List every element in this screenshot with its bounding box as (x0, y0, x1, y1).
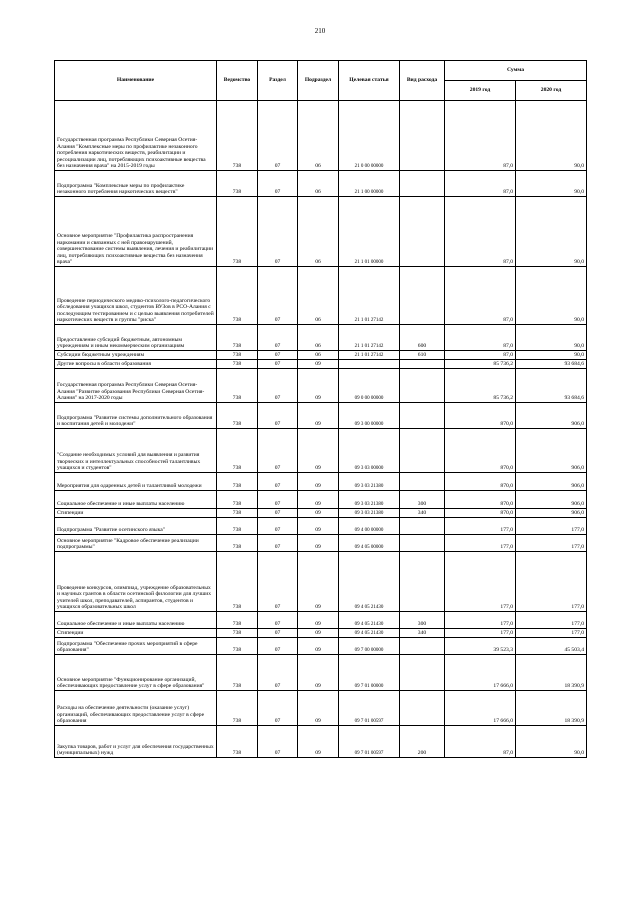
row-sum-2019: 87,0 (445, 726, 516, 758)
row-podrazdel: 09 (298, 691, 339, 726)
row-podrazdel: 09 (298, 403, 339, 429)
table-row (55, 612, 587, 629)
row-vid-raskhoda (400, 267, 445, 325)
row-celevaya-statya: 09 3 03 00000 (339, 429, 400, 473)
row-podrazdel: 06 (298, 325, 339, 351)
row-razdel: 07 (258, 325, 298, 351)
row-vid-raskhoda (400, 403, 445, 429)
row-vedomstvo: 738 (217, 691, 258, 726)
row-sum-2019: 87,0 (445, 171, 516, 197)
row-vid-raskhoda (400, 473, 445, 491)
row-celevaya-statya: 21 1 01 27142 (339, 325, 400, 351)
row-celevaya-statya: 09 7 00 00000 (339, 638, 400, 655)
table-row (55, 552, 587, 612)
row-razdel: 07 (258, 101, 298, 171)
row-podrazdel: 09 (298, 429, 339, 473)
row-sum-2019: 177,0 (445, 535, 516, 552)
row-razdel: 07 (258, 535, 298, 552)
row-sum-2020: 93 684,6 (516, 360, 587, 369)
row-celevaya-statya: 09 7 01 00000 (339, 655, 400, 691)
row-name: Субсидии бюджетным учреждениям (55, 351, 217, 360)
row-vid-raskhoda (400, 429, 445, 473)
row-vedomstvo: 738 (217, 509, 258, 518)
row-name: Государственная программа Республики Северная Осетия-Алания "Развитие образования Республики Северная Осетия-Алания" на 2017-2020 годы (55, 369, 217, 403)
row-podrazdel: 06 (298, 171, 339, 197)
row-name: Подпрограмма "Комплексные меры по профилактике незаконного потребления наркотических веществ" (55, 171, 217, 197)
row-podrazdel: 09 (298, 638, 339, 655)
row-vid-raskhoda (400, 691, 445, 726)
row-celevaya-statya: 09 4 05 00000 (339, 535, 400, 552)
row-celevaya-statya (339, 360, 400, 369)
row-vedomstvo: 738 (217, 171, 258, 197)
row-vid-raskhoda: 200 (400, 726, 445, 758)
row-podrazdel: 06 (298, 197, 339, 267)
row-sum-2020: 177,0 (516, 535, 587, 552)
row-podrazdel: 09 (298, 491, 339, 509)
table-row (55, 429, 587, 473)
row-razdel: 07 (258, 351, 298, 360)
row-razdel: 07 (258, 429, 298, 473)
row-name: Подпрограмма "Развитие осетинского языка" (55, 518, 217, 535)
row-podrazdel: 06 (298, 267, 339, 325)
row-vedomstvo: 738 (217, 351, 258, 360)
row-sum-2019: 177,0 (445, 612, 516, 629)
row-vedomstvo: 738 (217, 369, 258, 403)
row-sum-2020: 906,0 (516, 509, 587, 518)
row-vid-raskhoda: 300 (400, 491, 445, 509)
row-sum-2020: 90,0 (516, 351, 587, 360)
row-vedomstvo: 738 (217, 429, 258, 473)
table-row (55, 325, 587, 351)
row-sum-2019: 87,0 (445, 267, 516, 325)
row-celevaya-statya: 09 3 03 21380 (339, 509, 400, 518)
row-podrazdel: 06 (298, 351, 339, 360)
row-vedomstvo: 738 (217, 267, 258, 325)
row-sum-2020: 90,0 (516, 171, 587, 197)
row-razdel: 07 (258, 612, 298, 629)
row-vedomstvo: 738 (217, 403, 258, 429)
row-vedomstvo: 738 (217, 325, 258, 351)
table-row (55, 351, 587, 360)
row-vedomstvo: 738 (217, 612, 258, 629)
row-sum-2020: 90,0 (516, 197, 587, 267)
row-vid-raskhoda: 600 (400, 325, 445, 351)
page-number: 210 (314, 27, 326, 35)
row-sum-2020: 18 390,9 (516, 691, 587, 726)
row-vedomstvo: 738 (217, 473, 258, 491)
row-vedomstvo: 738 (217, 552, 258, 612)
row-sum-2019: 85 736,2 (445, 369, 516, 403)
row-vedomstvo: 738 (217, 518, 258, 535)
row-vid-raskhoda: 610 (400, 351, 445, 360)
row-podrazdel: 09 (298, 369, 339, 403)
row-podrazdel: 09 (298, 518, 339, 535)
row-sum-2020: 177,0 (516, 552, 587, 612)
row-razdel: 07 (258, 360, 298, 369)
row-podrazdel: 09 (298, 473, 339, 491)
row-razdel: 07 (258, 726, 298, 758)
row-razdel: 07 (258, 491, 298, 509)
row-celevaya-statya: 21 1 01 27142 (339, 267, 400, 325)
table-row (55, 171, 587, 197)
row-name: Проведение периодического медико-психолого-педагогического обследования учащихся школ, студентов ВУЗов в РСО-Алания с последующим тестированием и с целью выявления потребителей наркотических веществ и группы "риска" (55, 267, 217, 325)
header-2020: 2020 год (516, 81, 587, 101)
row-name: Подпрограмма "Обеспечение прочих мероприятий в сфере образования" (55, 638, 217, 655)
row-vid-raskhoda (400, 197, 445, 267)
row-podrazdel: 09 (298, 552, 339, 612)
table-body (55, 101, 587, 758)
row-razdel: 07 (258, 518, 298, 535)
row-podrazdel: 09 (298, 629, 339, 638)
row-vedomstvo: 738 (217, 638, 258, 655)
row-name: Закупка товаров, работ и услуг для обеспечения государственных (муниципальных) нужд (55, 726, 217, 758)
table-row (55, 473, 587, 491)
row-name: Социальное обеспечение и иные выплаты населению (55, 491, 217, 509)
row-name: Основное мероприятие "Кадровое обеспечение реализации подпрограммы" (55, 535, 217, 552)
row-celevaya-statya: 09 4 05 21430 (339, 629, 400, 638)
row-name: Государственная программа Республики Северная Осетия-Алания "Комплексные меры по профилактике незаконного потребления наркотических веществ, реабилитации и ресоциализации лиц, потребляющих психоактивные вещества без назначения врача" на 2015-2019 годы (55, 101, 217, 171)
row-sum-2020: 45 503,4 (516, 638, 587, 655)
row-celevaya-statya: 09 4 05 21430 (339, 552, 400, 612)
row-celevaya-statya: 09 7 01 00597 (339, 691, 400, 726)
row-razdel: 07 (258, 655, 298, 691)
header-vid-raskhoda: Вид расхода (400, 61, 445, 101)
row-celevaya-statya: 09 3 03 21380 (339, 491, 400, 509)
row-sum-2020: 90,0 (516, 101, 587, 171)
row-sum-2019: 87,0 (445, 197, 516, 267)
row-celevaya-statya: 21 1 01 00000 (339, 197, 400, 267)
budget-table (54, 60, 587, 758)
row-vid-raskhoda: 300 (400, 612, 445, 629)
header-2019: 2019 год (445, 81, 516, 101)
row-vid-raskhoda (400, 552, 445, 612)
row-razdel: 07 (258, 552, 298, 612)
row-sum-2020: 906,0 (516, 429, 587, 473)
header-razdel: Раздел (258, 61, 298, 101)
row-razdel: 07 (258, 509, 298, 518)
row-celevaya-statya: 09 7 01 00597 (339, 726, 400, 758)
row-vid-raskhoda (400, 369, 445, 403)
row-name: Социальное обеспечение и иные выплаты населению (55, 612, 217, 629)
row-celevaya-statya: 09 4 00 00000 (339, 518, 400, 535)
table-row (55, 638, 587, 655)
row-razdel: 07 (258, 638, 298, 655)
row-celevaya-statya: 21 0 00 00000 (339, 101, 400, 171)
row-sum-2020: 906,0 (516, 491, 587, 509)
table-row (55, 518, 587, 535)
row-razdel: 07 (258, 403, 298, 429)
row-vid-raskhoda: 340 (400, 509, 445, 518)
row-sum-2020: 93 684,6 (516, 369, 587, 403)
row-celevaya-statya: 21 1 00 00000 (339, 171, 400, 197)
table-row (55, 535, 587, 552)
row-sum-2019: 870,0 (445, 491, 516, 509)
row-razdel: 07 (258, 267, 298, 325)
row-sum-2020: 906,0 (516, 403, 587, 429)
row-vedomstvo: 738 (217, 360, 258, 369)
table-row (55, 403, 587, 429)
table-row (55, 491, 587, 509)
table-row (55, 360, 587, 369)
row-vid-raskhoda (400, 518, 445, 535)
row-celevaya-statya: 21 1 01 27142 (339, 351, 400, 360)
row-vid-raskhoda (400, 638, 445, 655)
row-podrazdel: 09 (298, 509, 339, 518)
row-razdel: 07 (258, 171, 298, 197)
row-razdel: 07 (258, 369, 298, 403)
row-sum-2019: 87,0 (445, 351, 516, 360)
row-sum-2019: 177,0 (445, 552, 516, 612)
table-row (55, 267, 587, 325)
row-vid-raskhoda (400, 360, 445, 369)
row-podrazdel: 09 (298, 612, 339, 629)
row-name: Основное мероприятие "Профилактика распространения наркомании и связанных с ней правонарушений, совершенствование системы выявления, лечения и реабилитации лиц, потребляющих психоактивные вещества без назначения врача" (55, 197, 217, 267)
row-sum-2019: 870,0 (445, 429, 516, 473)
row-name: Предоставление субсидий бюджетным, автономным учреждениям и иным некоммерческим организациям (55, 325, 217, 351)
row-razdel: 07 (258, 197, 298, 267)
row-name: Основное мероприятие "Функционирование организаций, обеспечивающих предоставление услуг в сфере образования" (55, 655, 217, 691)
row-podrazdel: 06 (298, 101, 339, 171)
row-vid-raskhoda (400, 655, 445, 691)
row-sum-2020: 177,0 (516, 612, 587, 629)
row-vedomstvo: 738 (217, 629, 258, 638)
row-razdel: 07 (258, 691, 298, 726)
header-vedomstvo: Ведомство (217, 61, 258, 101)
row-name: Расходы на обеспечение деятельности (оказание услуг) организаций, обеспечивающих предоставление услуг в сфере образования (55, 691, 217, 726)
row-sum-2020: 906,0 (516, 473, 587, 491)
row-sum-2020: 90,0 (516, 267, 587, 325)
row-name: Стипендии (55, 629, 217, 638)
row-sum-2019: 17 666,0 (445, 655, 516, 691)
header-celevaya-statya: Целевая статья (339, 61, 400, 101)
row-vedomstvo: 738 (217, 726, 258, 758)
row-sum-2019: 17 666,0 (445, 691, 516, 726)
row-vedomstvo: 738 (217, 101, 258, 171)
row-sum-2019: 177,0 (445, 518, 516, 535)
header-summa: Сумма (445, 61, 587, 81)
row-sum-2019: 87,0 (445, 101, 516, 171)
row-sum-2020: 90,0 (516, 726, 587, 758)
row-sum-2019: 39 523,3 (445, 638, 516, 655)
row-name: Мероприятия для одаренных детей и талантливой молодежи (55, 473, 217, 491)
row-celevaya-statya: 09 3 00 00000 (339, 403, 400, 429)
row-vid-raskhoda: 340 (400, 629, 445, 638)
row-vid-raskhoda (400, 101, 445, 171)
row-podrazdel: 09 (298, 726, 339, 758)
row-name: Стипендии (55, 509, 217, 518)
row-razdel: 07 (258, 473, 298, 491)
row-sum-2020: 18 390,9 (516, 655, 587, 691)
row-sum-2019: 870,0 (445, 473, 516, 491)
row-name: Проведение конкурсов, олимпиад, учреждение образовательных и научных грантов в области осетинской филологии для лучших учителей школ, преподавателей, аспирантов, студентов и учащихся образовательных школ (55, 552, 217, 612)
row-vedomstvo: 738 (217, 655, 258, 691)
table-row (55, 655, 587, 691)
row-vedomstvo: 738 (217, 197, 258, 267)
table-row (55, 629, 587, 638)
row-name: "Создание необходимых условий для выявления и развития творческих и интеллектуальных способностей талантливых учащихся и студентов" (55, 429, 217, 473)
table-row (55, 509, 587, 518)
table-row (55, 369, 587, 403)
row-name: Другие вопросы в области образования (55, 360, 217, 369)
row-vid-raskhoda (400, 171, 445, 197)
row-sum-2020: 177,0 (516, 629, 587, 638)
table-row (55, 101, 587, 171)
row-name: Подпрограмма "Развитие системы дополнительного образования и воспитания детей и молодежи" (55, 403, 217, 429)
table-row (55, 726, 587, 758)
row-sum-2019: 85 736,2 (445, 360, 516, 369)
row-razdel: 07 (258, 629, 298, 638)
row-sum-2019: 870,0 (445, 509, 516, 518)
row-vedomstvo: 738 (217, 535, 258, 552)
header-podrazdel: Подраздел (298, 61, 339, 101)
row-podrazdel: 09 (298, 535, 339, 552)
row-celevaya-statya: 09 4 05 21430 (339, 612, 400, 629)
row-sum-2020: 90,0 (516, 325, 587, 351)
table-row (55, 691, 587, 726)
table-row (55, 197, 587, 267)
header-name: Наименование (55, 61, 217, 101)
row-vedomstvo: 738 (217, 491, 258, 509)
row-sum-2019: 87,0 (445, 325, 516, 351)
row-celevaya-statya: 09 0 00 00000 (339, 369, 400, 403)
row-celevaya-statya: 09 3 03 21380 (339, 473, 400, 491)
row-sum-2020: 177,0 (516, 518, 587, 535)
row-vid-raskhoda (400, 535, 445, 552)
row-sum-2019: 177,0 (445, 629, 516, 638)
row-podrazdel: 09 (298, 655, 339, 691)
row-sum-2019: 870,0 (445, 403, 516, 429)
row-podrazdel: 09 (298, 360, 339, 369)
